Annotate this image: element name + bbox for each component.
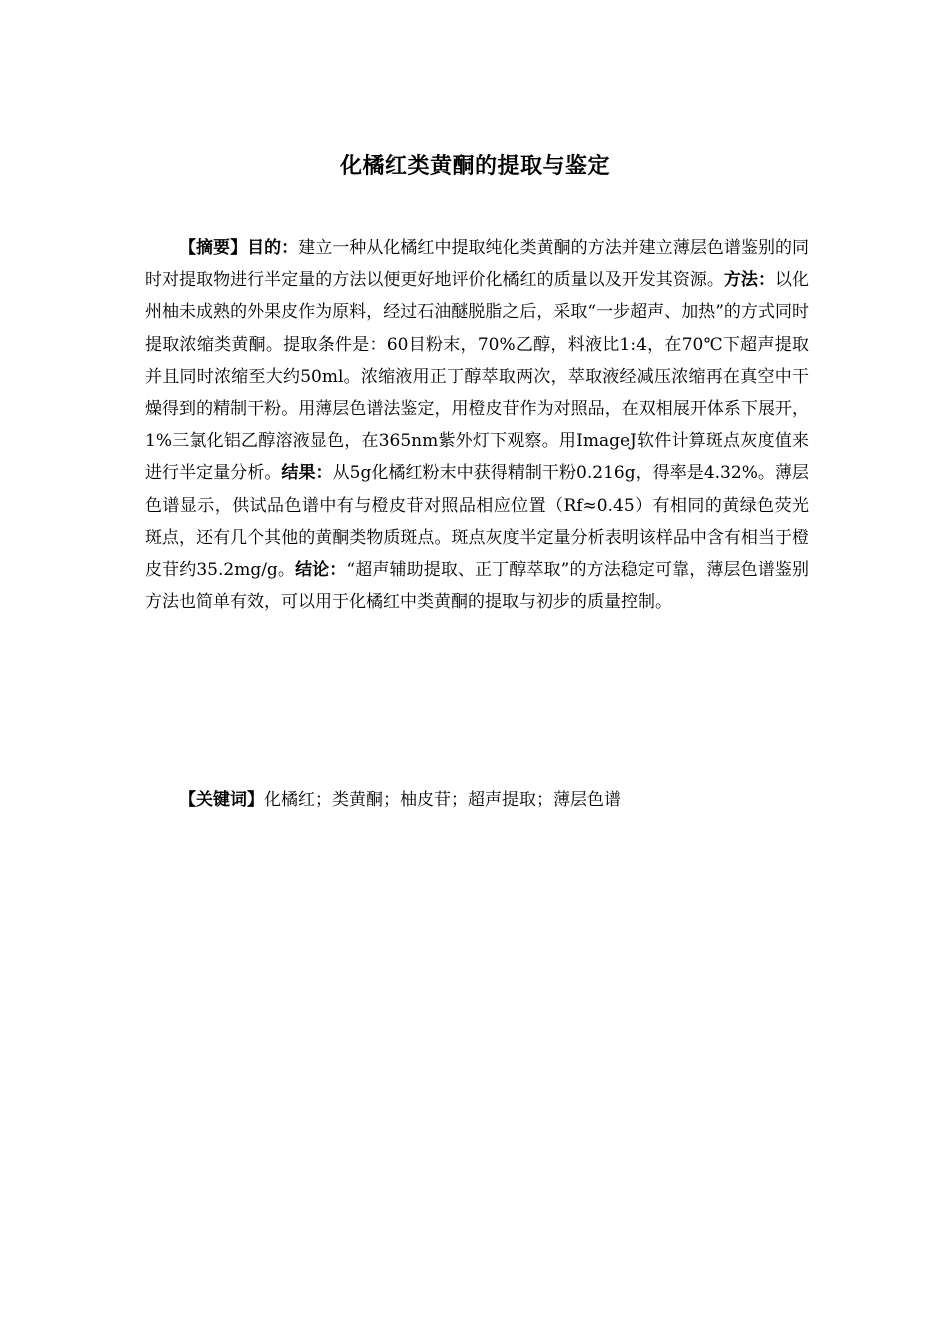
result-text: 从5g化橘红粉末中获得精制干粉0.216g，得率是4.32%。薄层色谱显示，供试品色谱中有与橙皮苷对照品相应位置（Rf≈0.45）有相同的黄绿色荧光斑点，还有几个其他的黄酮类物质斑点。斑点灰度半定量分析表明该样品中含有相当于橙皮苷约35.2mg/g。: [145, 463, 810, 581]
purpose-label: 目的：: [247, 238, 299, 258]
purpose-text: 建立一种从化橘红中提取纯化类黄酮的方法并建立薄层色谱鉴别的同时对提取物进行半定量的方法以便更好地评价化橘红的质量以及开发其资源。: [145, 238, 810, 291]
result-label: 结果：: [281, 463, 333, 484]
method-label: 方法：: [723, 270, 775, 291]
keywords-text: 化橘红；类黄酮；柚皮苷；超声提取；薄层色谱: [264, 790, 621, 810]
keywords-paragraph: [145, 784, 809, 816]
abstract-label: 【摘要】: [179, 238, 248, 258]
abstract-paragraph: [145, 232, 809, 618]
method-text: 以化州柚未成熟的外果皮作为原料，经过石油醚脱脂之后，采取“一步超声、加热”的方式同时提取浓缩类黄酮。提取条件是：60目粉末，70%乙醇，料液比1:4，在70℃下超声提取并且同时浓缩至大约50ml。浓缩液用正丁醇萃取两次，萃取液经减压浓缩再在真空中干燥得到的精制干粉。用薄层色谱法鉴定，用橙皮苷作为对照品，在双相展开体系下展开，1%三氯化铝乙醇溶液显色，在365nm紫外灯下观察。用ImageJ软件计算斑点灰度值来进行半定量分析。: [145, 270, 810, 484]
conclusion-text: “超声辅助提取、正丁醇萃取”的方法稳定可靠，薄层色谱鉴别方法也简单有效，可以用于化橘红中类黄酮的提取与初步的质量控制。: [145, 560, 809, 613]
keywords-label: 【关键词】: [179, 790, 264, 810]
conclusion-label: 结论：: [295, 560, 347, 581]
paper-title: 化橘红类黄酮的提取与鉴定: [339, 154, 610, 179]
